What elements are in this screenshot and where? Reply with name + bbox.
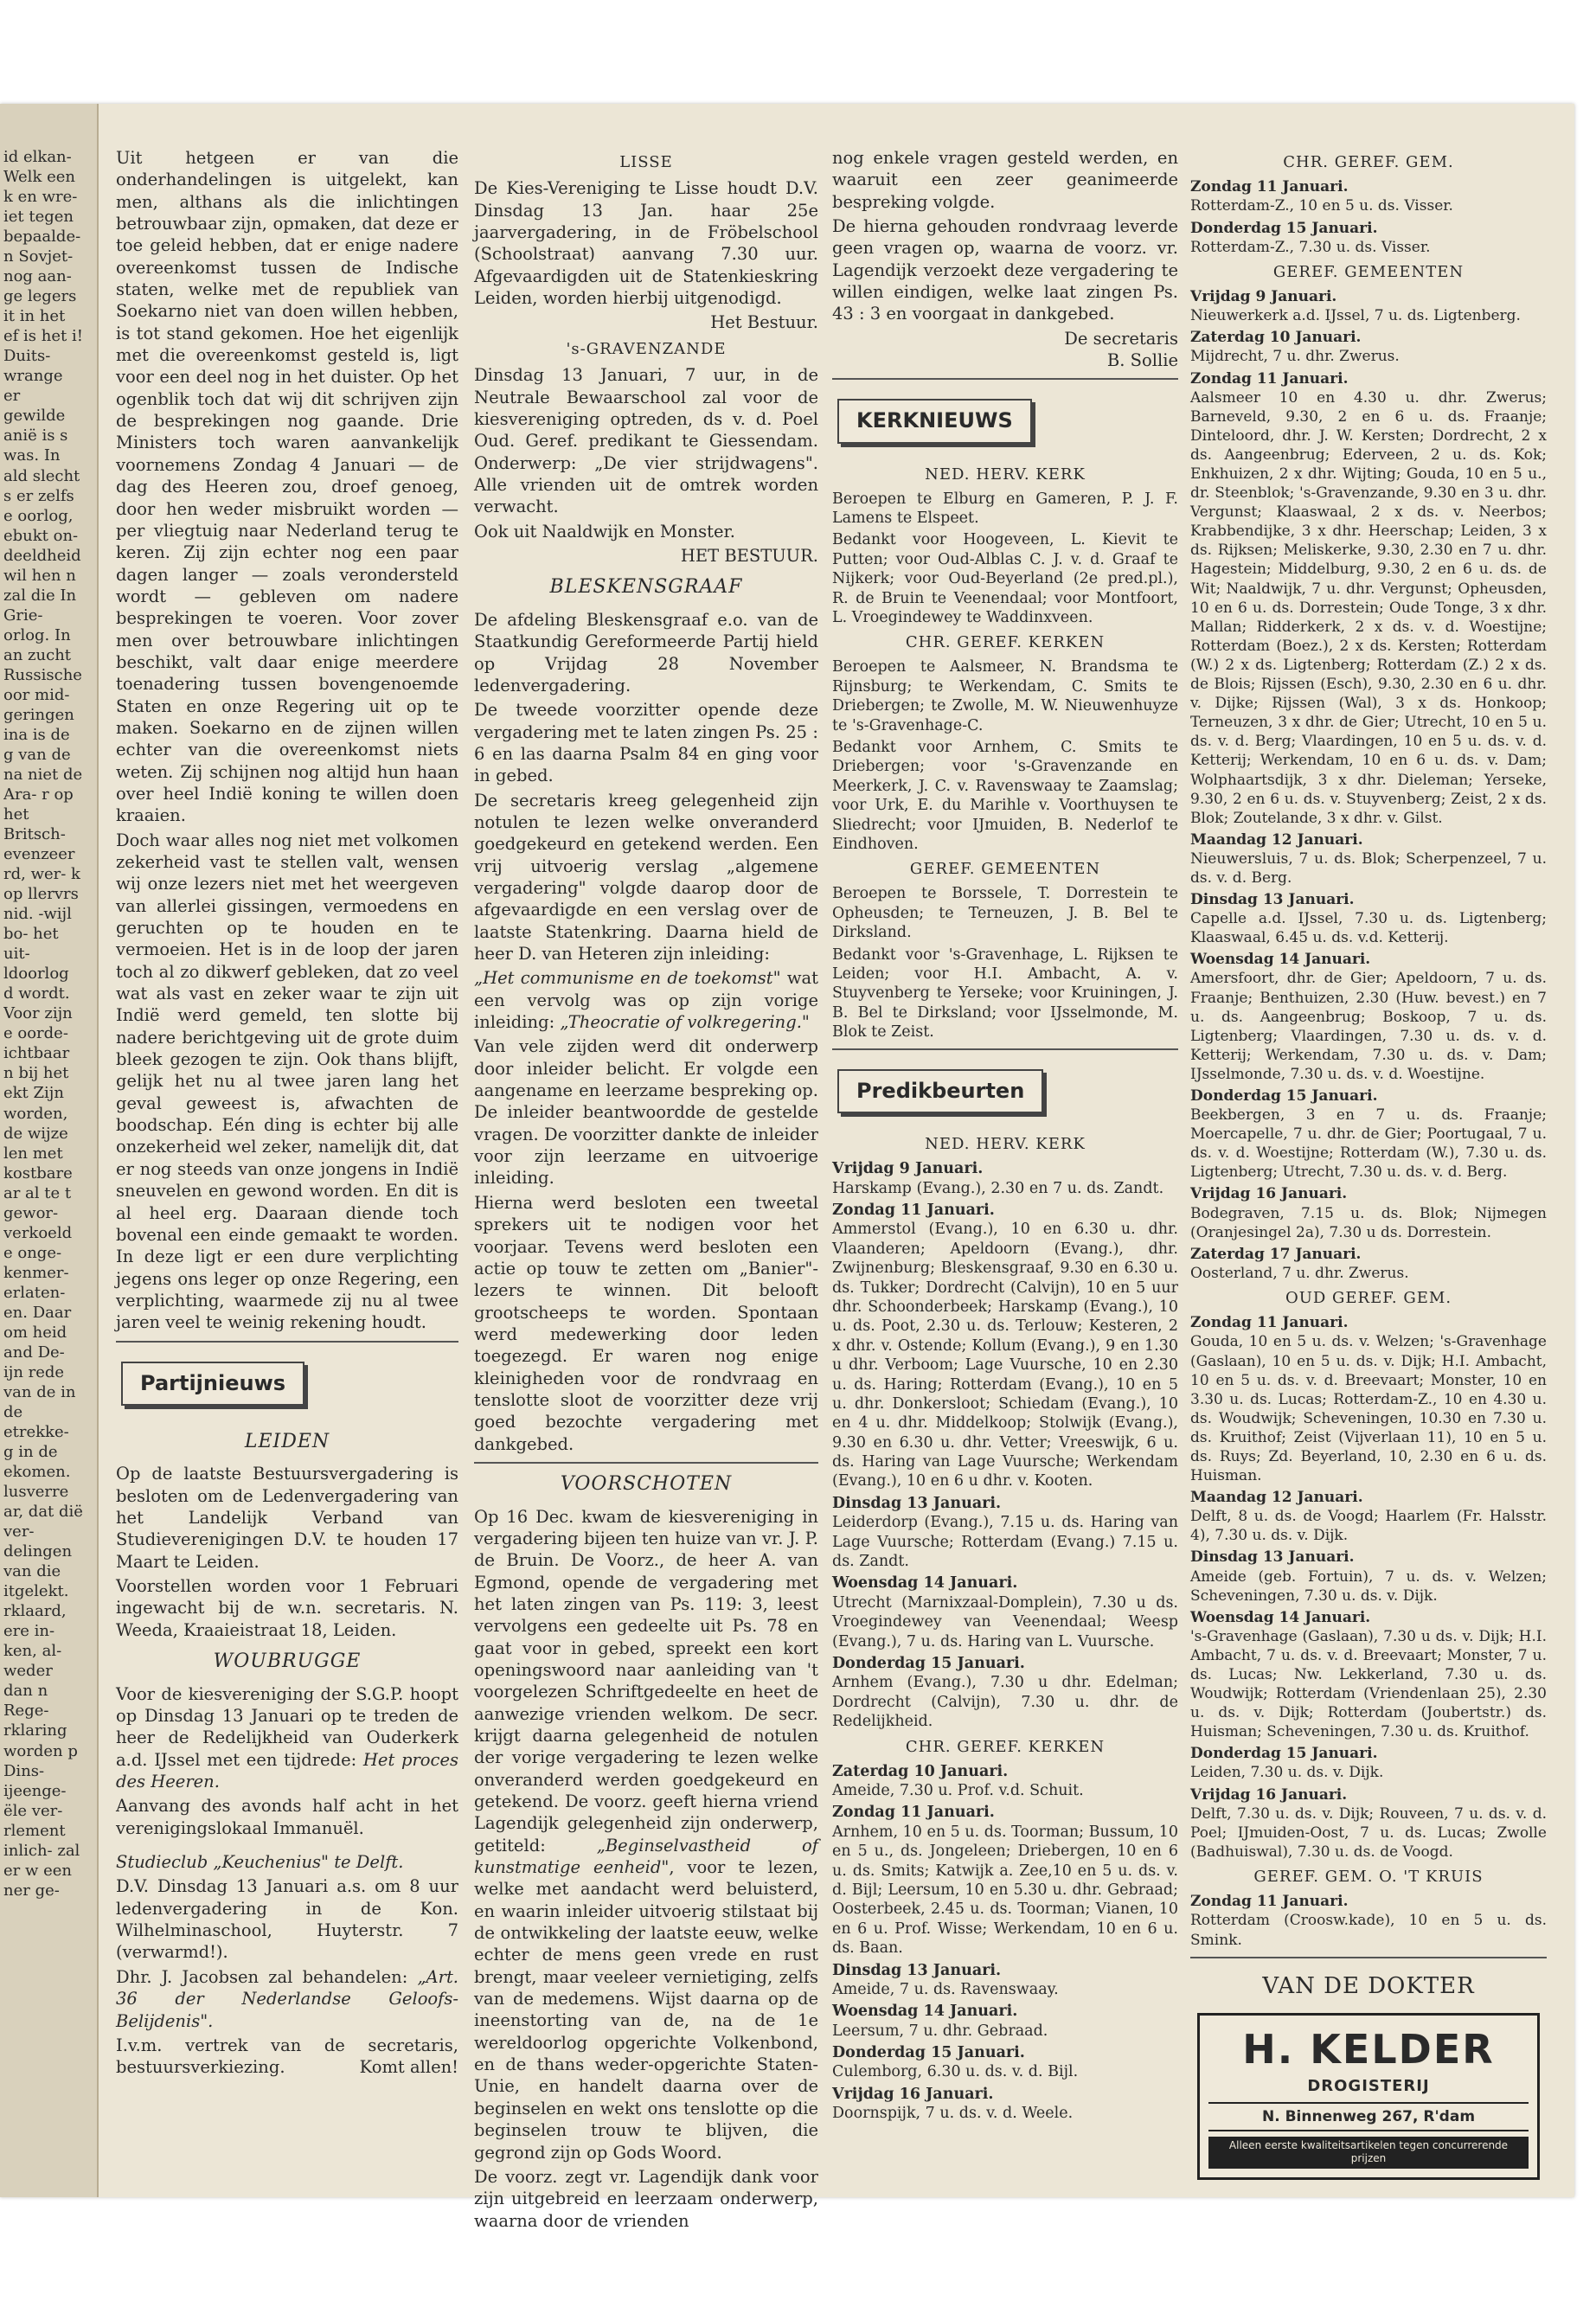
signature: De secretaris [1064,328,1178,349]
service-date: Dinsdag 13 Januari. [832,1494,1002,1512]
article-paragraph: De tweede voorzitter opende deze vergadering met te laten zingen Ps. 25 : 6 en las daarna Psalm 84 en ging voor in gebed. [474,700,818,786]
service-date: Woensdag 14 Januari. [832,2003,1018,2021]
service-date: Maandag 12 Januari. [1190,830,1363,849]
ad-brand-name: H. KELDER [1242,2026,1495,2073]
service-date: Zaterdag 17 Januari. [1190,1245,1362,1263]
service-date: Dinsdag 13 Januari. [1190,891,1355,909]
service-list: Nieuwerkerk a.d. IJssel, 7 u. ds. Ligtenberg. [1190,307,1521,325]
text: Op 16 Dec. kwam de kiesvereniging in vergadering bijeen ten huize van vr. J. P. de Bruin. De Voorz., de heer A. van Egmond, opende de vergadering met het laten zingen van Ps. 119: 3, leest vervolgens een gedeelte uit Ps. 78 en gaat voor in gebed, spreekt een kort openingswoord naar aanleiding van 't voorgelezen Schriftgedeelte en heet de aanwezige vrienden welkom. De secr. krijgt daarna gelegenheid de notulen der vorige vergadering te lezen welke onveranderd werden goedgekeurd en getekend. De voorz. geeft hierna vriend Lagendijk gelegenheid zijn onderwerp, getiteld: [474,1506,818,1856]
text: I.v.m. vertrek van de secretaris, bestuursverkiezing. [116,2035,458,2078]
service-list: Beekbergen, 3 en 7 u. ds. Fraanje; Moercapelle, 7 u. dhr. de Gier; Poortugaal, 7 u. ds. v. d. Woestijne; Rotterdam (W.), 7.30 u. ds. Ligtenberg; Utrecht, 7.30 u. ds. v. d. Berg. [1190,1106,1547,1182]
text: Dhr. J. Jacobsen zal behandelen: [116,1966,418,1987]
section-box-partijnieuws: Partijnieuws [121,1362,304,1406]
cut-off-column [3,147,83,1903]
service-list: Utrecht (Marnixzaal-Domplein), 7.30 u ds. Vroegindewey van Veenendaal; Weesp (Evang.), 7 u. ds. Haring van L. Vuursche. [832,1593,1178,1650]
service-date: Dinsdag 13 Januari. [1190,1548,1355,1567]
service-list: Nieuwersluis, 7 u. ds. Blok; Scherpenzeel, 7 u. ds. v. d. Berg. [1190,849,1547,887]
heading-woubrugge: WOUBRUGGE [213,1650,362,1673]
service-date: Zondag 11 Januari. [1190,1314,1349,1332]
service-list: Leiden, 7.30 u. ds. v. Dijk. [1190,1764,1384,1782]
service-date: Woensdag 14 Januari. [1190,1608,1371,1626]
column-3 [832,147,1178,2126]
heading-bleskensgraaf: BLESKENSGRAAF [549,576,743,599]
service-list: Arnhem, 10 en 5 u. ds. Toorman; Bussum, 10 en 5 u., ds. Jongeleen; Driebergen, 10 en 6 u. ds. Smits; Katwijk a. Zee,10 en 5 u. ds. v. d. Bijl; Leersum, 10 en 5.30 u. dhr. Gebraad; Oosterbeek, 2.45 u. ds. Toorman; Vianen, 10 en 6 u. Prof. Wisse; Werkendam, 10 en 6 u. ds. Baan. [832,1823,1178,1958]
service-date: Donderdag 15 Januari. [1190,1745,1378,1763]
service-date: Vrijdag 16 Januari. [832,2085,994,2103]
service-date: Donderdag 15 Januari. [1190,1087,1378,1105]
closing-text: Komt allen! [359,2057,458,2078]
news-item: Bedankt voor 's-Gravenhage, L. Rijksen te Leiden; voor H.I. Ambacht, A. v. Stuyvenberg te Yerseke; voor Kruiningen, J. B. Bel te Dirksland; voor IJsselmonde, M. Blok te Zeist. [832,945,1178,1042]
article-paragraph: nog enkele vragen gesteld werden, en waaruit een zeer geanimeerde bespreking volgde. [832,148,1178,212]
column-2 [474,147,818,2234]
news-item: Beroepen te Borssele, T. Dorrestein te Opheusden; te Terneuzen, J. B. Bel te Dirksland. [832,885,1178,942]
lecture-title: Het proces des Heeren. [116,1749,459,1792]
service-list: Ameide (geb. Fortuin), 7 u. ds. v. Welzen; Scheveningen, 7.30 u. ds. v. Dijk. [1190,1567,1547,1605]
service-list: Doornspijk, 7 u. ds. v. d. Weele. [832,2105,1074,2123]
ad-note: Alleen eerste kwaliteitsartikelen tegen concurrerende prijzen [1208,2137,1529,2169]
service-date: Dinsdag 13 Januari. [832,1961,1002,1979]
article-paragraph [116,1966,458,2032]
service-list: Capelle a.d. IJssel, 7.30 u. ds. Ligtenberg; Klaaswaal, 6.45 u. ds. v.d. Ketterij. [1190,910,1547,947]
heading-geref-gem-o-t-kruis: GEREF. GEM. O. 'T KRUIS [1253,1867,1484,1886]
service-list: Harskamp (Evang.), 2.30 en 7 u. ds. Zandt. [832,1179,1164,1197]
article-paragraph: Ook uit Naaldwijk en Monster. [474,521,735,542]
lecture-title: „Art. 36 der Nederlandse Geloofs-Belijdenis". [116,1966,458,2031]
text: Voor de kiesvereniging der S.G.P. hoopt op Dinsdag 13 Januari op te treden de heer de Redelijkheid van Ouderkerk a.d. IJssel met een tijdrede: [116,1683,458,1770]
article-paragraph: De hierna gehouden rondvraag leverde geen vragen op, waarna de voorz. vr. Lagendijk verzoekt deze vergadering te willen eindigen, welke laat zingen Ps. 43 : 3 en voorgaat in dankgebed. [832,216,1178,324]
ad-address: N. Binnenweg 267, R'dam [1208,2102,1529,2131]
section-box-predikbeurten: Predikbeurten [837,1069,1043,1113]
news-item: Beroepen te Elburg en Gameren, P. J. F. Lamens te Elspeet. [832,490,1178,528]
service-list: Oosterland, 7 u. dhr. Zwerus. [1190,1264,1409,1282]
divider [832,378,1178,380]
column-4 [1190,147,1547,2180]
service-list: Delft, 8 u. ds. de Voogd; Haarlem (Fr. Halsstr. 4), 7.30 u. ds. v. Dijk. [1190,1508,1547,1545]
heading-geref-gemeenten: GEREF. GEMEENTEN [909,860,1101,879]
article-paragraph: Op de laatste Bestuursvergadering is besloten om de Ledenvergadering van het Landelijk Verband van Studieverenigingen D.V. te houden 17 Maart te Leiden. [116,1464,458,1572]
text: , voor te lezen, welke met aandacht werd beluisterd, en waarin inleider uitvoerig stilstaat bij de ontwikkeling der laatste eeuw, welke echter de mens geen vrede en rust brengt, maar veeleer vernietiging, zelfs van de medemens. Wijst daarna op de ineenstorting van de, na de 1e wereldoorlog opgerichte Volkenbond, en de thans weder-opgerichte Staten-Unie, en handelt daarna over de beginselen en wekt ons tenslotte op die beginselen trouw te blijven, die gegrond zijn op Gods Woord. [474,1857,818,2163]
heading-chr-geref-kerken: CHR. GEREF. KERKEN [905,1737,1106,1756]
article-paragraph [474,1506,818,2163]
article-paragraph: Doch waar alles nog niet met volkomen zekerheid vast te stellen valt, wensen wij onze lezers niet met het weergeven van allerlei gissingen, vermoedens en geruchten op te houden en te vermoeien. Het is in de loop der jaren toch al zo dikwerf gebleken, dat zo veel wat als vast en zeker waar te zijn uit Indië werd gemeld, ten slotte bij nadere berichtgeving uit de grote duim bleek gezogen te zijn. Ook thans blijft, gelijk het nu al twee jaren lang het geval geweest is, afwachten de boodschap. Eén ding is echter bij alle onzekerheid wel zeker, namelijk dit, dat er nog steeds van onze jongens in Indië sneuvelen en gewond worden. En dit is al heel erg. Daaraan diende toch bovenal een einde gemaakt te worden. In deze ligt er een dure verplichting jegens ons leger op onze Regering, een verplichting, waarmede zij nu al twee jaren veel te weinig rekening houdt. [116,830,458,1333]
news-item: Bedankt voor Arnhem, C. Smits te Driebergen; voor 's-Gravenzande en Meerkerk, J. C. v. Ravenswaay te Zaamslag; voor Urk, E. du Marihle v. Voorthuysen te Sliedrecht; voor IJmuiden, B. Nederlof te Eindhoven. [832,738,1178,853]
article-paragraph [474,967,818,1033]
article-paragraph: Voorstellen worden voor 1 Februari ingewacht bij de w.n. secretaris. N. Weeda, Kraaieistraat 18, Leiden. [116,1576,458,1640]
heading-ned-herv-kerk: NED. HERV. KERK [925,1135,1086,1154]
heading-ned-herv-kerk: NED. HERV. KERK [925,465,1086,484]
article-paragraph: De Kies-Vereniging te Lisse houdt D.V. Dinsdag 13 Jan. haar 25e jaarvergadering, in de Fröbelschool (Schoolstraat) aanvang 7.30 uur. Afgevaardigden uit de Statenkieskring Leiden, worden hierbij uitgenodigd. [474,178,818,309]
service-date: Donderdag 15 Januari. [1190,219,1378,237]
article-paragraph: Aanvang des avonds half acht in het verenigingslokaal Immanuël. [116,1796,458,1838]
service-date: Zaterdag 10 Januari. [832,1762,1009,1780]
service-list: 's-Gravenhage (Gaslaan), 7.30 u ds. v. Dijk; H.I. Ambacht, 7 u. ds. v. d. Breevaart; Monster, 7 u. ds. Lucas; Nw. Lekkerland, 7.30 u. ds. Woudwijk; Rotterdam (Vriendenlaan 25), 2.30 u. ds. v. Dijk; Rotterdam (Joubertstr.) ds. Huisman; Scheveningen, 7.30 u. ds. Kruithof. [1190,1627,1547,1741]
heading-chr-geref-kerken: CHR. GEREF. KERKEN [905,633,1106,652]
service-date: Donderdag 15 Januari. [832,1655,1025,1672]
lecture-title: „Beginselvastheid of kunstmatige eenheid" [474,1835,818,1878]
article-paragraph: De secretaris kreeg gelegenheid zijn notulen te lezen welke onveranderd goedgekeurd en getekend werden. Een vrij uitvoerig verslag „algemene vergadering" volgde daarop door de afgevaardigde en een verslag over de laatste Statenkring. Daarna hield de heer D. van Heteren zijn inleiding: [474,790,818,965]
service-list: Aalsmeer 10 en 4.30 u. dhr. Zwerus; Barneveld, 9.30, 2 en 6 u. ds. Fraanje; Dinteloord, dhr. J. W. Kersten; Dordrecht, 2 x ds. Aangeenbrug; Ederveen, 2 u. ds. Kok; Enkhuizen, 2 x dhr. Wijting; Gouda, 10 en 5 u., dr. Steenblok; 's-Gravenzande, 9.30 en 3 u. dhr. Vergunst; Klaaswaal, 2 x ds. v. Neerbos; Krabbendijke, 3 x dhr. Heerschap; Leiden, 3 x ds. Rijksen; Meliskerke, 9.30, 2.30 en 7 u. dhr. Hagestein; Middelburg, 9.30, 2 en 6 u. ds. de Wit; Naaldwijk, 7 u. dhr. Vergunst; Opheusden, 10 en 6 u. ds. Dorrestein; Oude Tonge, 3 x dhr. Mallan; Ridderkerk, 2 x ds. v. d. Woestijne; Rotterdam (Boez.), 2 x ds. Kersten; Rotterdam (W.) 2 x ds. Ligtenberg; Rotterdam (Z.) 2 x ds. de Blois; Rijssen (Esch), 9.30, 2.30 en 6 u. dhr. v. Dijke; Rijssen (Wal), 3 x ds. Honkoop; Terneuzen, 3 x dhr. de Gier; Utrecht, 10 en 5 u. ds. v. d. Berg; Vlaardingen, 10 en 5 u. ds. v. d. Ketterij; Werkendam, 10 en 6 u. ds. v. Dam; Wolphaartsdijk, 3 x dhr. Dieleman; Yerseke, 9.30, 2 en 6 u. ds. v. Stuyvenberg; Zeist, 2 x ds. Blok; Zoutelande, 3 x dhr. v. Gilst. [1190,388,1547,827]
heading-gravenzande: 's-GRAVENZANDE [566,339,727,358]
article-paragraph [116,2035,458,2079]
service-date: Zaterdag 10 Januari. [1190,329,1362,347]
service-date: Vrijdag 16 Januari. [1190,1185,1348,1203]
article-paragraph: D.V. Dinsdag 13 Januari a.s. om 8 uur ledenvergadering in de Kon. Wilhelminaschool, Huyterstr. 7 (verwarmd!). [116,1876,458,1963]
service-list: Amersfoort, dhr. de Gier; Apeldoorn, 7 u. ds. Fraanje; Benthuizen, 2.30 (Huw. bevest.) en 7 u. ds. Aangeenbrug; Boskoop, 7 u. ds. Ligtenberg; Vlaardingen, 7.30 u. ds. v. d. Ketterij; Werkendam, 7.30 u. ds. v. Dam; IJsselmonde, 7.30 u. ds. v. d. Woestijne. [1190,970,1547,1083]
divider [832,1048,1178,1050]
heading-studieclub: Studieclub „Keuchenius" te Delft. [116,1852,404,1873]
article-paragraph [116,1683,458,1793]
heading-leiden: LEIDEN [244,1430,330,1452]
service-list: Gouda, 10 en 5 u. ds. v. Welzen; 's-Gravenhage (Gaslaan), 10 en 5 u. ds. v. Dijk; H.I. Ambacht, 10 en 5 u. ds. v. d. Breevaart; Monster, 10 en 3.30 u. ds. Lucas; Rotterdam-Z., 10 en 4.30 u. ds. Woudwijk; Scheveningen, 10.30 en 7.30 u. ds. Kruithof; Zeist (Vijverlaan 11), 10 en 5 u. ds. Ruys; Zd. Beyerland, 10, 2.30 en 6 u. ds. Huisman. [1190,1333,1547,1485]
signature: B. Sollie [1106,350,1178,371]
lecture-title: „Theocratie of volkregering." [560,1012,810,1033]
heading-chr-geref-gem: CHR. GEREF. GEM. [1283,153,1454,171]
divider [116,1341,458,1343]
service-date: Zondag 11 Januari. [832,1202,995,1220]
service-date: Maandag 12 Januari. [1190,1489,1363,1507]
heading-van-de-dokter: VAN DE DOKTER [1262,1972,1475,1999]
ad-subtitle: DROGISTERIJ [1307,2077,1430,2096]
divider [474,1462,818,1464]
lecture-title: „Het communisme en de toekomst" [474,968,781,989]
article-paragraph: De voorz. zegt vr. Lagendijk dank voor zijn uitgebreid en leerzaam onderwerp, waarna door de vrienden [474,2166,818,2231]
service-list: Rotterdam-Z., 10 en 5 u. ds. Visser. [1190,197,1453,215]
service-list: Arnhem (Evang.), 7.30 u dhr. Edelman; Dordrecht (Calvijn), 7.30 u. dhr. de Redelijkheid. [832,1674,1178,1731]
heading-oud-geref-gem: OUD GEREF. GEM. [1285,1288,1452,1307]
signature: HET BESTUUR. [680,545,818,566]
service-list: Delft, 7.30 u. ds. v. Dijk; Rouveen, 7 u. ds. v. d. Poel; IJmuiden-Oost, 7 u. ds. Lucas; Zwolle (Badhuiswal), 7.30 u. ds. de Voogd. [1190,1804,1547,1861]
section-box-kerknieuws: KERKNIEUWS [837,399,1032,443]
service-date: Zondag 11 Januari. [1190,369,1349,388]
article-paragraph: Hierna werd besloten een tweetal sprekers uit te nodigen voor het voorjaar. Tevens werd besloten een actie op touw te zetten om „Banier"-lezers te winnen. Dit belooft grootscheeps te worden. Spontaan werd medewerking door leden toegezegd. Er waren nog enige kleinigheden voor de rondvraag en tenslotte sloot de voorzitter deze vrij goed bezochte vergadering met dankgebed. [474,1192,818,1454]
cut-off-text: id elkan- Welk een k en wre- iet tegen bepaalde- n Sovjet- nog aan- ge legers it in het ef is het i! Duits- wrange er gewilde anië is s was. In ald slecht s er zelfs e oorlog, ebukt on- deeldheid wil hen n zal die In Grie- orlog. In an zucht Russische oor mid- geringen ina is de g van de na niet de Ara- r op het Britsch- evenzeer rd, wer- k op llervrs nid. -wijl bo- het uit- ldoorlog d wordt. Voor zijn e oorde- ichtbaar n bij het ekt Zijn worden, de wijze len met kostbare ar al te t gewor- verkoeld e onge- kenmer- erlaten- en. Daar om heid and De- ijn rede van de in de etrekke- g in de ekomen. lusverre ar, dat dië ver- delingen van die itgelekt. rklaard, ere in- ken, al- weder dan n Rege- rklaring worden p Dins- ijeenge- ële ver- rlement inlich- zal er w een ner ge- [3,148,83,1900]
service-date: Zondag 11 Januari. [1190,178,1349,196]
church-news [832,465,1178,2124]
news-item: Bedankt voor Hoogeveen, L. Kievit te Putten; voor Oud-Alblas C. J. v. d. Graaf te Nijkerk; voor Oud-Beyerland (2e pred.pl.), R. de Bruin te Veenendaal; voor Montfoort, L. Vroegindewey te Waddinxveen. [832,531,1178,626]
article-paragraph: Van vele zijden werd dit onderwerp door inleider belicht. Er volgde een aangename en leerzame bespreking op. De inleider beantwoordde de gestelde vragen. De voorzitter dankte de inleider voor zijn leerzame en uitvoerige inleiding. [474,1036,818,1189]
heading-lisse: LISSE [619,153,673,171]
service-date: Zondag 11 Januari. [832,1804,995,1822]
service-list: Rotterdam-Z., 7.30 u. ds. Visser. [1190,238,1431,256]
article-paragraph: Uit hetgeen er van die onderhandelingen is uitgelekt, kan men, althans als die inlichtingen betrouwbaar zijn, opmaken, dat deze er toe geleid hebben, dat er enige nadere overeenkomst tussen de Indische staten, welke met de republiek van Soekarno niet van doen willen hebben, is tot stand gekomen. Hoe het eigenlijk met die overeenkomst gesteld is, ligt voor een deel nog in het duister. Op het ogenblik toch dat wij dit schrijven zijn de besprekingen nog gaande. Drie Ministers toch waren aanvankelijk voornemens Zondag 4 Januari — de dag des Heeren zou, droef genoeg, door hen weder misbruikt worden — per vliegtuig naar Nederland terug te keren. Zij zijn echter nog een paar dagen langer — zoals verondersteld wordt — gebleven om nadere besprekingen te voeren. Voor zover men over betrouwbare inlichtingen beschikt, valt daar enige meerdere toenadering tussen bovengenoemde Staten en onze Regering uit op te maken. Soekarno en de zijnen willen echter van die overeenkomst niets weten. Zij schijnen nog altijd hun haan over heel Indië koning te willen doen kraaien. [116,148,458,826]
service-date: Zondag 11 Januari. [1190,1893,1349,1911]
service-list: Bodegraven, 7.15 u. ds. Blok; Nijmegen (Oranjesingel 2a), 7.30 u ds. Dorrestein. [1190,1204,1547,1241]
column-1 [116,147,458,2081]
service-date: Vrijdag 9 Januari. [832,1160,984,1178]
heading-geref-gemeenten: GEREF. GEMEENTEN [1272,262,1465,281]
news-item: Beroepen te Aalsmeer, N. Brandsma te Rijnsburg; te Werkendam, C. Smits te Driebergen; te Zwolle, M. W. Nieuwenhuyze te 's-Gravenhage-C. [832,658,1178,734]
article-paragraph: Dinsdag 13 Januari, 7 uur, in de Neutrale Bewaarschool zal voor de kiesvereniging optreden, ds v. d. Poel Oud. Geref. predikant te Giessendam. Onderwerp: „De vier strijdwagens". Alle vrienden uit de omtrek worden verwacht. [474,365,818,517]
service-list: Leiderdorp (Evang.), 7.15 u. ds. Haring van Lage Vuursche; Rotterdam (Evang.) 7.15 u. ds. Zandt. [832,1514,1178,1571]
divider [1190,1957,1547,1958]
service-list: Mijdrecht, 7 u. dhr. Zwerus. [1190,348,1400,366]
service-date: Woensdag 14 Januari. [1190,951,1371,969]
service-date: Woensdag 14 Januari. [832,1574,1018,1593]
service-date: Vrijdag 9 Januari. [1190,288,1337,306]
signature: Het Bestuur. [710,312,818,333]
service-list: Leersum, 7 u. dhr. Gebraad. [832,2022,1048,2040]
heading-voorschoten: VOORSCHOTEN [560,1472,733,1495]
text: wat een vervolg was op zijn vorige inleiding: [474,968,818,1033]
service-list: Ameide, 7.30 u. Prof. v.d. Schuit. [832,1781,1084,1799]
service-list: Ameide, 7 u. ds. Ravenswaay. [832,1980,1059,1998]
article-paragraph: De afdeling Bleskensgraaf e.o. van de Staatkundig Gereformeerde Partij hield op Vrijdag 28 November ledenvergadering. [474,609,818,695]
service-list: Ammerstol (Evang.), 10 en 6.30 u. dhr. Vlaanderen; Apeldoorn (Evang.), dhr. Zwijnenburg; Bleskensgraaf, 9.30 en 6.30 u. ds. Tukker; Dordrecht (Calvijn), 10 en 5 uur dhr. Schoonderbeek; Harskamp (Evang.), 10 u. ds. Poot, 2.30 u. ds. Terlouw; Kesteren, 2 x dhr. v. Ostende; Kollum (Evang.), 9 en 1.30 u dhr. Verboom; Lage Vuursche, 10 en 2.30 u. ds. Haring; Rotterdam (Evang.), 10 en 5 u. dhr. Donkersloot; Schiedam (Evang.), 10 en 4 u. dhr. Middelkoop; Stolwijk (Evang.), 9.30 en 6.30 u. dhr. Vetter; Vreeswijk, 6 u. ds. Haring van Lage Vuursche; Werkendam (Evang.), 10 en 6 u dhr. v. Kooten. [832,1221,1178,1490]
service-date: Donderdag 15 Januari. [832,2044,1025,2062]
service-list: Rotterdam (Croosw.kade), 10 en 5 u. ds. Smink. [1190,1912,1547,1949]
service-date: Vrijdag 16 Januari. [1190,1785,1348,1804]
service-list: Culemborg, 6.30 u. ds. v. d. Bijl. [832,2063,1079,2081]
advertisement-kelder [1197,2013,1540,2179]
